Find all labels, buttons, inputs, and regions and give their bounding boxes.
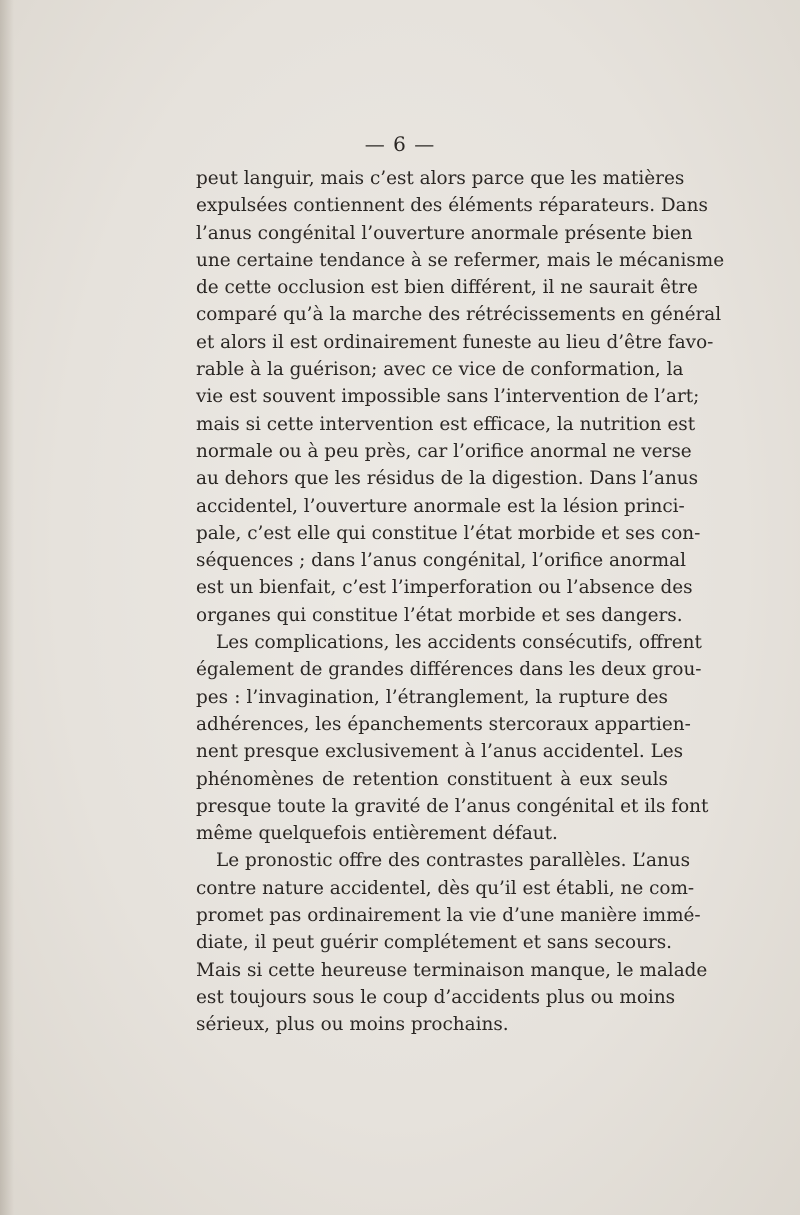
text-line: Le pronostic offre des contrastes parallèles. L’anus [216, 850, 691, 872]
text-line: organes qui constitue l’état morbide et ses dangers. [196, 604, 683, 626]
text-line: adhérences, les épanchements stercoraux appartien- [196, 713, 691, 735]
text-line: Les complications, les accidents consécutifs, offrent [216, 632, 702, 654]
text-line: même quelquefois entièrement défaut. [196, 823, 558, 845]
text-line: sérieux, plus ou moins prochains. [196, 1014, 509, 1036]
text-line: une certaine tendance à se refermer, mais le mécanisme [196, 249, 725, 271]
text-line: comparé qu’à la marche des rétrécissements en général [196, 304, 722, 326]
text-line: contre nature accidentel, dès qu’il est établi, ne com- [196, 877, 695, 899]
text-line: nent presque exclusivement à l’anus accidentel. Les [196, 741, 684, 763]
text-line: Mais si cette heureuse terminaison manque, le malade [196, 959, 708, 981]
text-line: pes : l’invagination, l’étranglement, la rupture des [196, 686, 668, 708]
text-line: promet pas ordinairement la vie d’une manière immé- [196, 905, 701, 927]
text-line: et alors il est ordinairement funeste au lieu d’être favo- [196, 331, 714, 353]
page-edge-shadow [0, 0, 14, 1215]
page-number: — 6 — [364, 132, 436, 156]
text-line: phénomènes de retention constituent à eux seuls [196, 768, 668, 790]
text-line: mais si cette intervention est efficace, la nutrition est [196, 413, 696, 435]
text-line: rable à la guérison; avec ce vice de conformation, la [196, 359, 684, 381]
text-line: vie est souvent impossible sans l’intervention de l’art; [196, 386, 700, 408]
text-line: diate, il peut guérir complétement et sans secours. [196, 932, 673, 954]
text-line: l’anus congénital l’ouverture anormale présente bien [196, 222, 693, 244]
body-text [196, 165, 725, 1039]
text-line: expulsées contiennent des éléments réparateurs. Dans [196, 195, 708, 217]
text-line: pale, c’est elle qui constitue l’état morbide et ses con- [196, 522, 701, 544]
text-line: au dehors que les résidus de la digestion. Dans l’anus [196, 468, 699, 490]
text-line: de cette occlusion est bien différent, il ne saurait être [196, 277, 698, 299]
text-line: est toujours sous le coup d’accidents plus ou moins [196, 986, 676, 1008]
text-line: peut languir, mais c’est alors parce que les matières [196, 168, 685, 189]
text-line: accidentel, l’ouverture anormale est la lésion princi- [196, 495, 685, 517]
text-line: séquences ; dans l’anus congénital, l’orifice anormal [196, 550, 686, 572]
text-line: presque toute la gravité de l’anus congénital et ils font [196, 795, 709, 817]
text-line: normale ou à peu près, car l’orifice anormal ne verse [196, 440, 692, 462]
text-line: est un bienfait, c’est l’imperforation ou l’absence des [196, 577, 693, 599]
text-line: également de grandes différences dans les deux grou- [196, 659, 702, 681]
